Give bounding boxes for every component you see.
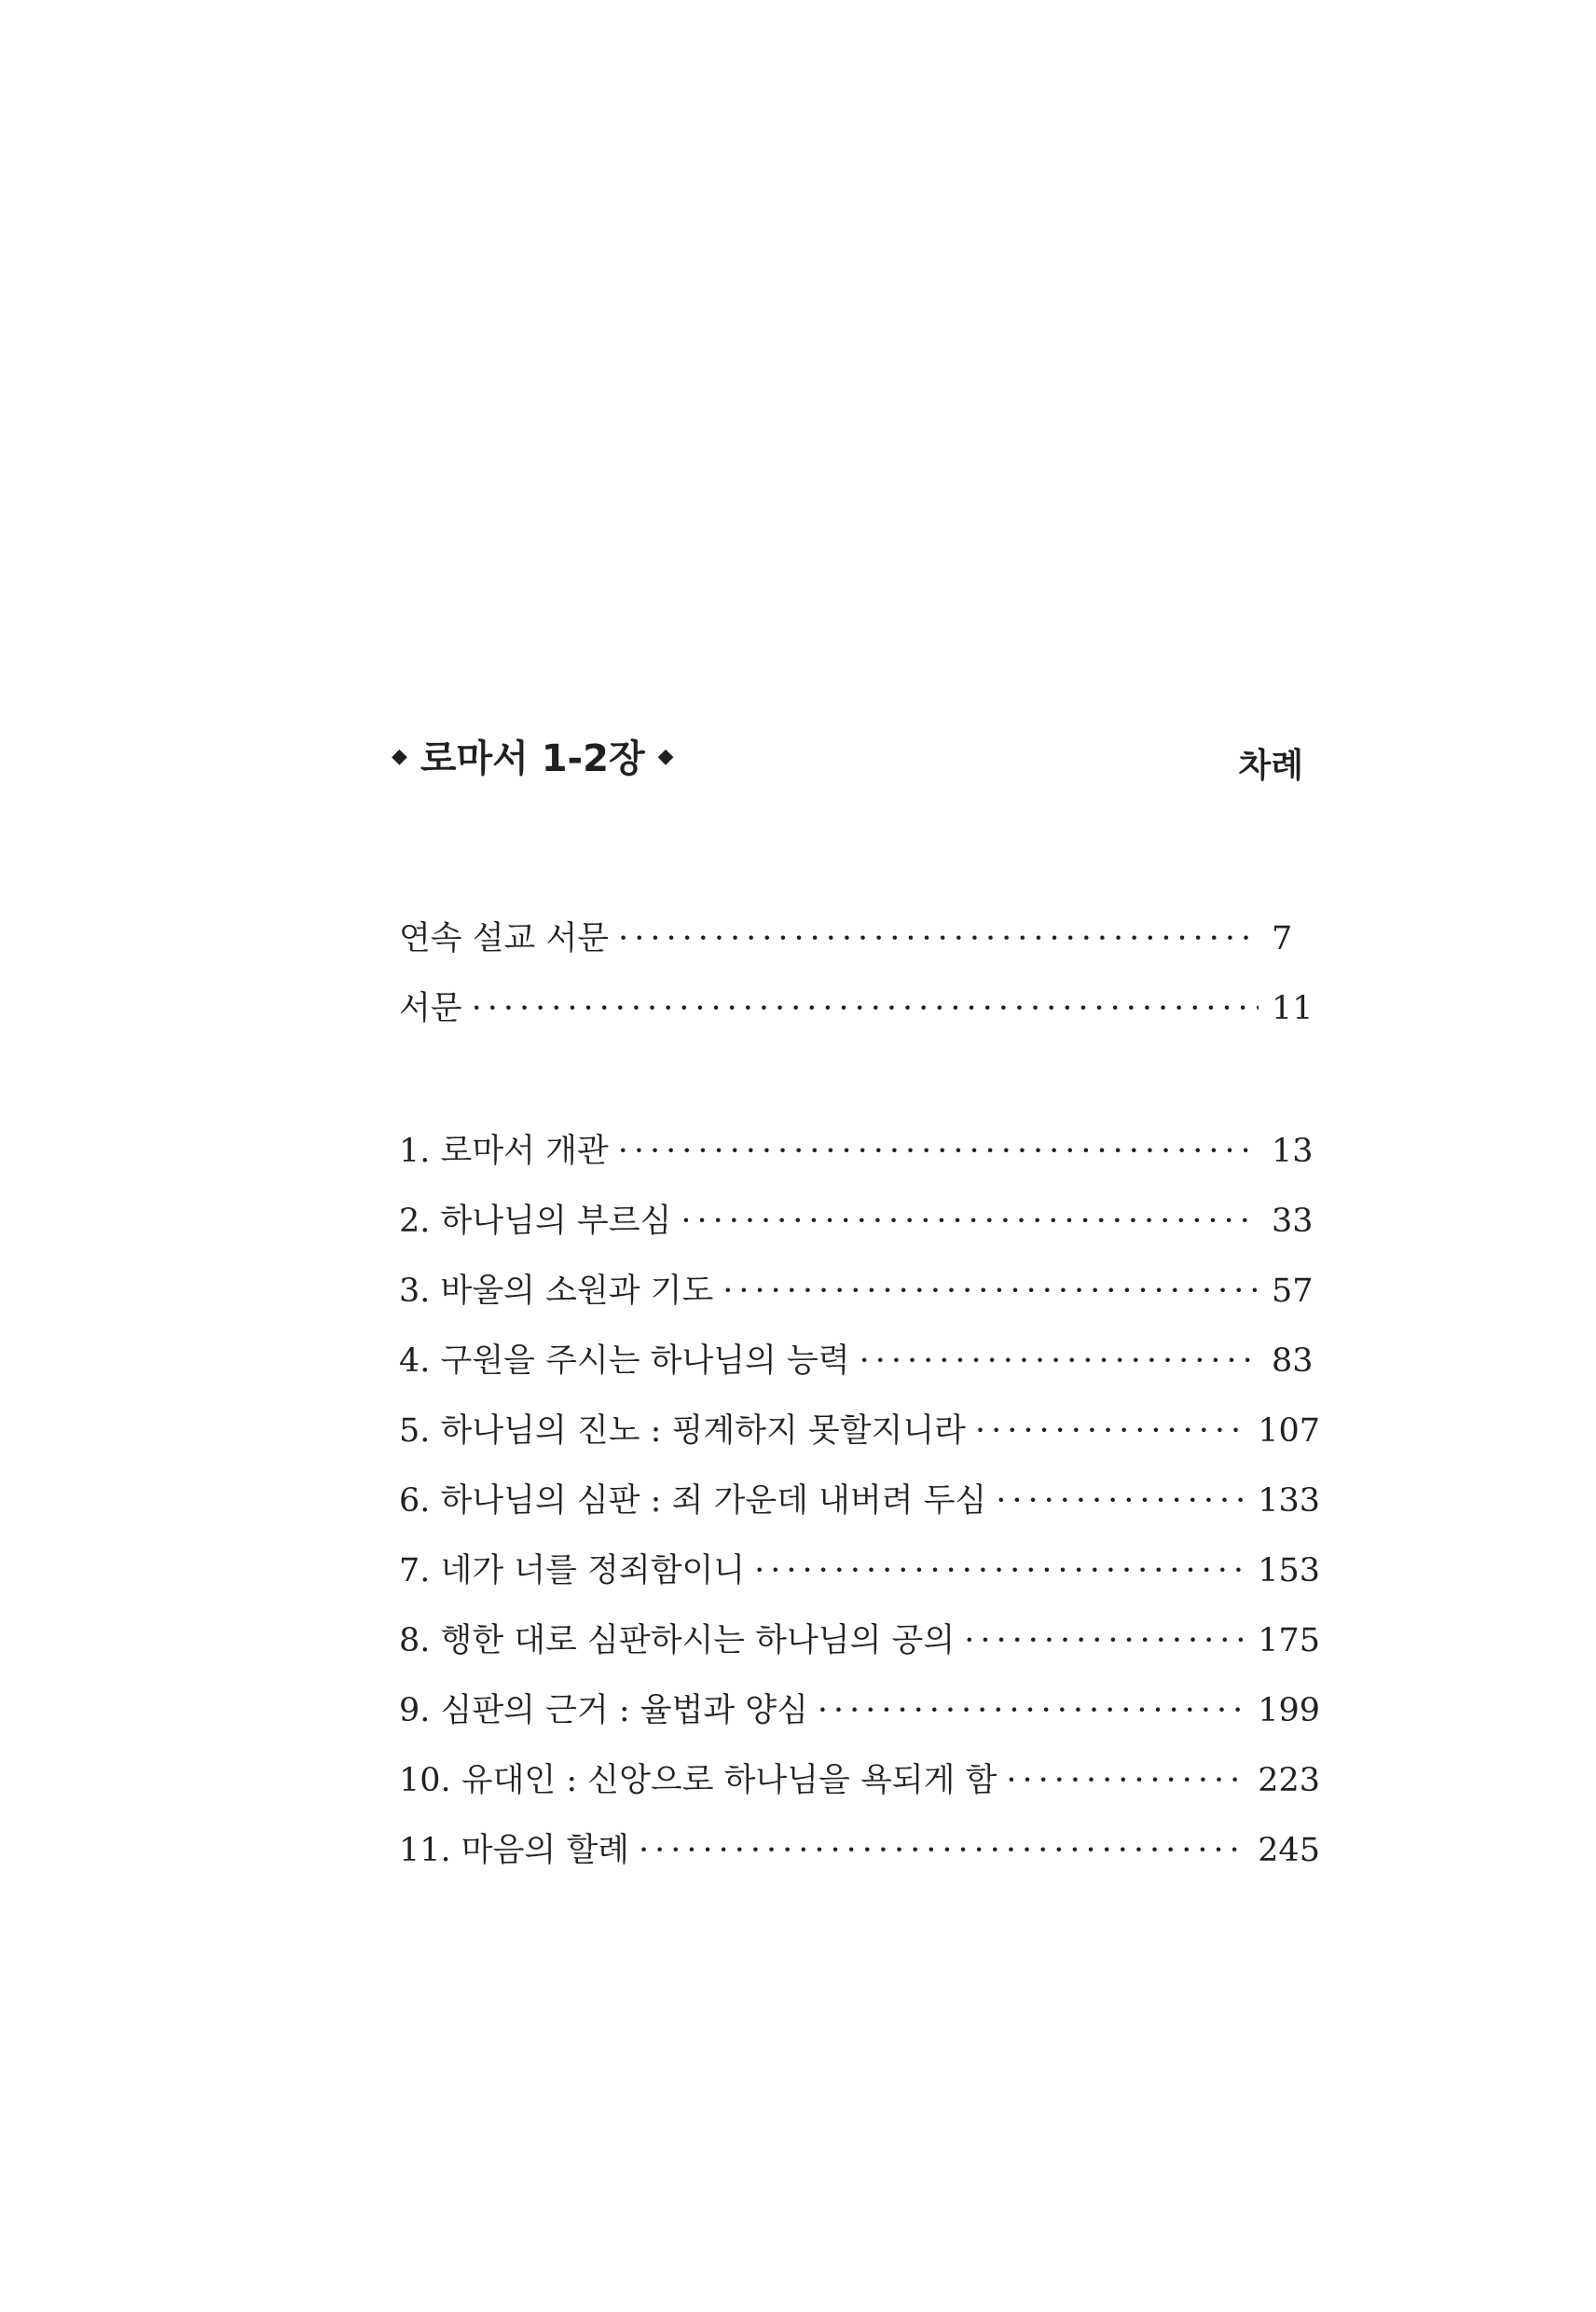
toc-entry-chapter-10[interactable] — [399, 1756, 1320, 1826]
toc-entry-page: 11 — [1272, 990, 1314, 1027]
toc-entry-page: 223 — [1258, 1762, 1320, 1799]
toc-entry-page: 83 — [1272, 1342, 1314, 1380]
dot-leader — [754, 1547, 1245, 1595]
toc-entry-page: 7 — [1272, 920, 1293, 957]
toc-entry-series-preface[interactable] — [399, 915, 1320, 984]
toc-entry-label: 연속 설교 서문 — [399, 920, 610, 957]
toc-entry-label: 7. 네가 너를 정죄함이니 — [399, 1552, 746, 1590]
toc-entry-label: 3. 바울의 소원과 기도 — [399, 1273, 714, 1310]
toc-entry-page: 175 — [1258, 1622, 1320, 1659]
toc-entry-page: 199 — [1258, 1692, 1320, 1729]
dot-leader — [964, 1617, 1245, 1665]
toc-entry-label: 5. 하나님의 진노 : 핑계하지 못할지니라 — [399, 1412, 966, 1450]
dot-leader — [818, 1686, 1245, 1735]
toc-entry-page: 33 — [1272, 1203, 1314, 1240]
dot-leader — [618, 1127, 1259, 1176]
toc-entry-chapter-5[interactable] — [399, 1407, 1320, 1477]
toc-entry-chapter-3[interactable] — [399, 1267, 1320, 1337]
diamond-right-icon: ◆ — [657, 745, 674, 768]
dot-leader — [1006, 1756, 1245, 1805]
chapter-list — [399, 1127, 1320, 1896]
dot-leader — [722, 1267, 1259, 1315]
toc-entry-label: 11. 마음의 할례 — [399, 1832, 629, 1869]
toc-entry-page: 13 — [1272, 1133, 1314, 1170]
front-matter-list — [399, 915, 1320, 1054]
toc-entry-label: 1. 로마서 개관 — [399, 1133, 609, 1170]
toc-entry-label: 서문 — [399, 990, 462, 1027]
toc-entry-label: 4. 구원을 주시는 하나님의 능력 — [399, 1342, 850, 1380]
toc-entry-page: 107 — [1258, 1412, 1320, 1450]
toc-entry-page: 153 — [1258, 1552, 1320, 1590]
toc-entry-label: 8. 행한 대로 심판하시는 하나님의 공의 — [399, 1622, 956, 1659]
dot-leader — [996, 1477, 1245, 1525]
toc-entry-chapter-1[interactable] — [399, 1127, 1320, 1197]
dot-leader — [618, 915, 1259, 963]
toc-entry-page: 245 — [1258, 1832, 1320, 1869]
toc-entry-chapter-6[interactable] — [399, 1477, 1320, 1547]
toc-entry-page: 133 — [1258, 1482, 1320, 1520]
dot-leader — [639, 1826, 1245, 1875]
dot-leader — [860, 1337, 1259, 1385]
toc-entry-preface[interactable] — [399, 984, 1320, 1054]
toc-entry-page: 57 — [1272, 1273, 1314, 1310]
book-title — [392, 731, 673, 789]
toc-entry-chapter-4[interactable] — [399, 1337, 1320, 1407]
toc-entry-chapter-9[interactable] — [399, 1686, 1320, 1756]
toc-entry-label: 6. 하나님의 심판 : 죄 가운데 내버려 두심 — [399, 1482, 987, 1520]
toc-entry-label: 9. 심판의 근거 : 율법과 양심 — [399, 1692, 808, 1729]
dot-leader — [472, 984, 1259, 1033]
toc-entry-chapter-8[interactable] — [399, 1617, 1320, 1686]
toc-entry-label: 2. 하나님의 부르심 — [399, 1203, 672, 1240]
toc-heading: 차례 — [1238, 747, 1303, 785]
toc-entry-chapter-2[interactable] — [399, 1197, 1320, 1267]
toc-entry-chapter-7[interactable] — [399, 1547, 1320, 1617]
diamond-left-icon: ◆ — [392, 745, 407, 768]
dot-leader — [975, 1407, 1245, 1455]
toc-entry-label: 10. 유대인 : 신앙으로 하나님을 욕되게 함 — [399, 1762, 998, 1799]
book-title-text: 로마서 1-2장 — [420, 737, 645, 780]
toc-entry-chapter-11[interactable] — [399, 1826, 1320, 1896]
dot-leader — [681, 1197, 1259, 1245]
